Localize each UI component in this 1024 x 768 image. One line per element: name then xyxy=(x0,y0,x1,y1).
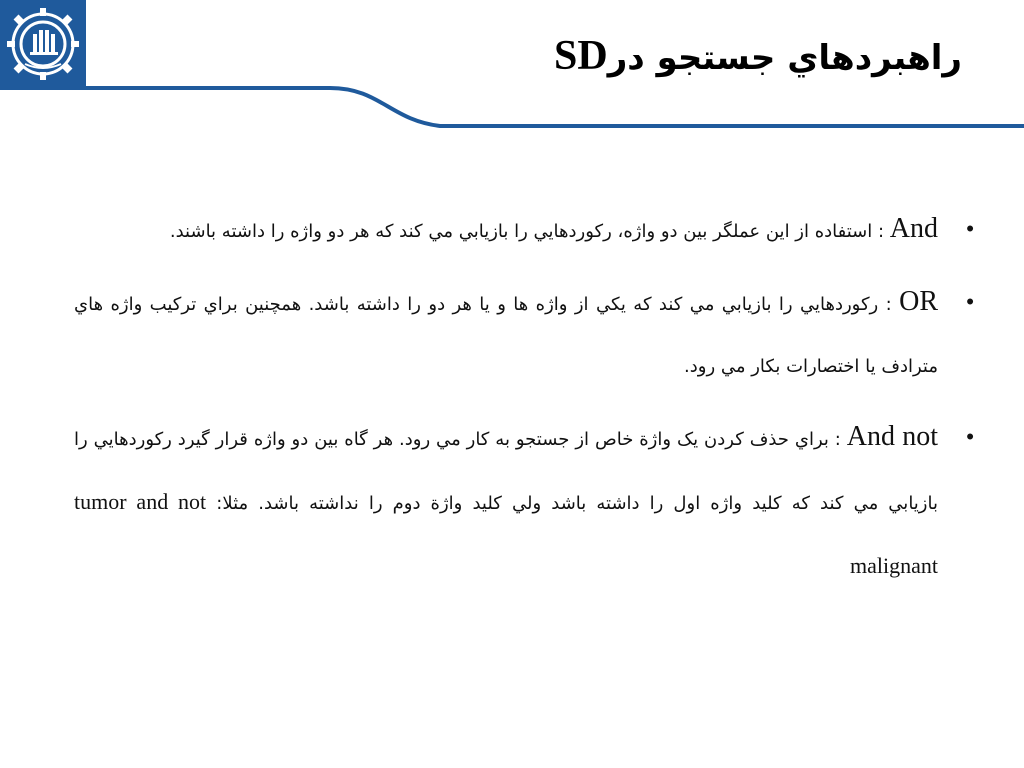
slide-title-latin: SD xyxy=(554,33,608,79)
gear-emblem-icon xyxy=(3,4,83,84)
bullet-marker: • xyxy=(966,216,974,241)
term-and: And xyxy=(889,213,938,244)
example-query: tumor and not malignant xyxy=(74,489,938,578)
bullet-and-text: : استفاده از اين عملگر بين دو واژه، ركوردهايي را بازيابي مي كند كه هر دو واژه را داشته باشند. xyxy=(169,221,890,242)
term-or: OR xyxy=(899,286,938,317)
term-and-not: And not xyxy=(846,421,938,452)
bullet-or-text: : ركوردهايي را بازيابي مي كند كه يكي از واژه ها و يا هر دو را داشته باشد. همچنين براي تركيب واژه هاي مترادف يا اختصارات بكار مي رود. xyxy=(74,294,938,377)
bullet-and-not xyxy=(74,406,974,599)
bullet-marker: • xyxy=(966,289,974,314)
bullet-list xyxy=(74,198,974,607)
university-logo xyxy=(0,0,86,88)
bullet-marker: • xyxy=(966,424,974,449)
slide-title xyxy=(554,32,962,80)
slide-title-text: راهبردهاي جستجو در xyxy=(607,38,962,78)
bullet-and-not-text: : براي حذف كردن يک واژة خاص از جستجو به كار مي رود. هر گاه بين دو واژه قرار گيرد ركوردهايي را بازيابي مي كند كه كليد واژه اول را داشته باشد ولي كليد واژة دوم را نداشته باشد. مثلا: xyxy=(74,429,938,514)
bullet-or xyxy=(74,271,974,398)
bullet-and xyxy=(74,198,974,263)
